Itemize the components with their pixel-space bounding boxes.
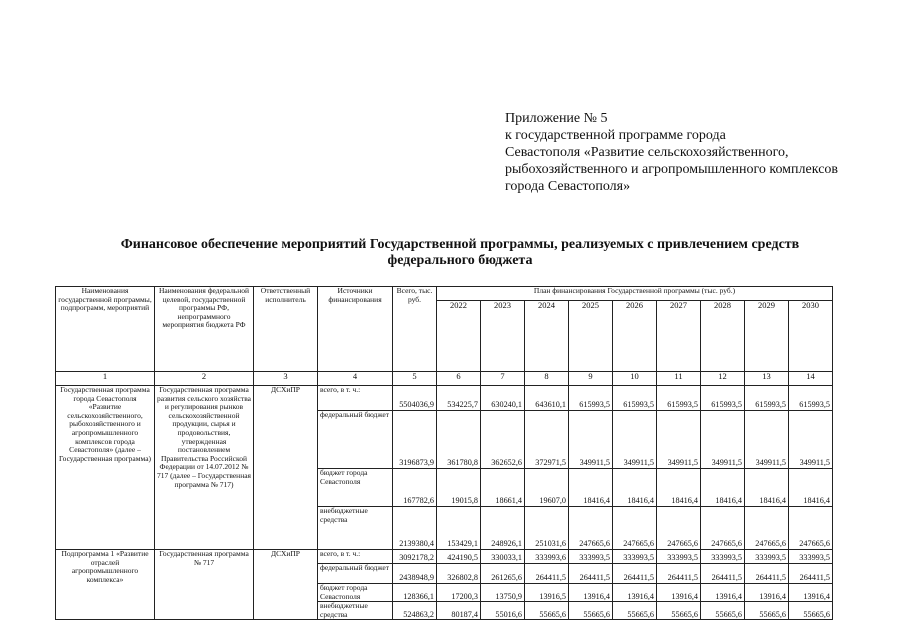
cell-year-value: 247665,6 (701, 507, 745, 550)
cell-year-value: 326802,8 (437, 564, 481, 584)
header-executor: Ответственный исполнитель (254, 287, 318, 372)
cell-year-value: 615993,5 (569, 386, 613, 411)
cell-source: бюджет города Севастополя (318, 584, 393, 602)
cell-year-value: 333993,5 (613, 550, 657, 564)
document-title (60, 237, 860, 269)
header-name: Наименования государственной программы, подпрограмм, мероприятий (56, 287, 155, 372)
cell-total: 3092178,2 (393, 550, 437, 564)
title-line-1: Финансовое обеспечение мероприятий Государственной программы, реализуемых с привлечением средств (120, 237, 800, 252)
cell-total: 2139380,4 (393, 507, 437, 550)
cell-year-value: 55665,6 (613, 602, 657, 620)
header-federal-program: Наименования федеральной целевой, государственной программы РФ, непрограммного мероприятия бюджета РФ (155, 287, 254, 372)
cell-federal-program: Государственная программа № 717 (155, 550, 254, 620)
cell-year-value: 372971,5 (525, 411, 569, 469)
column-number: 14 (789, 372, 833, 386)
cell-year-value: 251031,6 (525, 507, 569, 550)
cell-year-value: 264411,5 (613, 564, 657, 584)
cell-source: бюджет города Севастополя (318, 469, 393, 507)
column-number: 2 (155, 372, 254, 386)
column-number: 4 (318, 372, 393, 386)
cell-year-value: 13916,4 (745, 584, 789, 602)
cell-year-value: 153429,1 (437, 507, 481, 550)
cell-year-value: 13916,4 (613, 584, 657, 602)
cell-year-value: 264411,5 (569, 564, 613, 584)
cell-year-value: 247665,6 (613, 507, 657, 550)
table-row (56, 386, 833, 411)
cell-federal-program: Государственная программа развития сельского хозяйства и регулирования рынков сельскохозяйственной продукции, сырья и продовольствия, утвержденная постановлением Правительства Российской Федерации от 14.07.2012 № 717 (далее – Государственная программа № 717) (155, 386, 254, 550)
appendix-line: города Севастополя» (505, 179, 631, 194)
cell-source: внебюджетные средства (318, 602, 393, 620)
cell-year-value: 264411,5 (701, 564, 745, 584)
cell-total: 128366,1 (393, 584, 437, 602)
cell-source: внебюджетные средства (318, 507, 393, 550)
cell-year-value: 18661,4 (481, 469, 525, 507)
year-header: 2029 (745, 301, 789, 372)
financing-table (55, 286, 833, 620)
year-header: 2022 (437, 301, 481, 372)
cell-executor: ДСХиПР (254, 386, 318, 550)
appendix-line: рыбохозяйственного и агропромышленного комплексов (505, 162, 839, 177)
cell-year-value: 349911,5 (613, 411, 657, 469)
cell-year-value: 615993,5 (745, 386, 789, 411)
cell-year-value: 424190,5 (437, 550, 481, 564)
header-total: Всего, тыс. руб. (393, 287, 437, 372)
cell-name: Государственная программа города Севастополя «Развитие сельскохозяйственного, рыбохозяйственного и агропромышленного комплексов города Севастополя» (далее – Государственная программа) (56, 386, 155, 550)
cell-year-value: 55665,6 (525, 602, 569, 620)
year-header: 2026 (613, 301, 657, 372)
column-number: 10 (613, 372, 657, 386)
cell-year-value: 13916,5 (525, 584, 569, 602)
cell-year-value: 643610,1 (525, 386, 569, 411)
column-number: 6 (437, 372, 481, 386)
cell-year-value: 13916,4 (789, 584, 833, 602)
column-number: 11 (657, 372, 701, 386)
table-row (56, 550, 833, 564)
cell-executor: ДСХиПР (254, 550, 318, 620)
cell-source: всего, в т. ч.: (318, 386, 393, 411)
cell-year-value: 534225,7 (437, 386, 481, 411)
cell-source: федеральный бюджет (318, 411, 393, 469)
cell-year-value: 361780,8 (437, 411, 481, 469)
cell-source: всего, в т. ч.: (318, 550, 393, 564)
cell-year-value: 264411,5 (789, 564, 833, 584)
cell-year-value: 333993,5 (789, 550, 833, 564)
cell-year-value: 19607,0 (525, 469, 569, 507)
cell-year-value: 349911,5 (701, 411, 745, 469)
cell-year-value: 264411,5 (525, 564, 569, 584)
cell-year-value: 19015,8 (437, 469, 481, 507)
cell-year-value: 333993,5 (657, 550, 701, 564)
cell-year-value: 18416,4 (569, 469, 613, 507)
cell-year-value: 18416,4 (745, 469, 789, 507)
cell-year-value: 615993,5 (613, 386, 657, 411)
column-number: 7 (481, 372, 525, 386)
cell-year-value: 55665,6 (569, 602, 613, 620)
cell-year-value: 615993,5 (701, 386, 745, 411)
year-header: 2030 (789, 301, 833, 372)
header-sources: Источники финансирования (318, 287, 393, 372)
cell-year-value: 18416,4 (789, 469, 833, 507)
cell-year-value: 18416,4 (613, 469, 657, 507)
cell-year-value: 349911,5 (745, 411, 789, 469)
cell-year-value: 247665,6 (745, 507, 789, 550)
cell-year-value: 247665,6 (657, 507, 701, 550)
cell-year-value: 18416,4 (701, 469, 745, 507)
cell-total: 2438948,9 (393, 564, 437, 584)
cell-year-value: 18416,4 (657, 469, 701, 507)
cell-year-value: 333993,5 (701, 550, 745, 564)
appendix-line: Приложение № 5 (505, 111, 608, 126)
cell-year-value: 362652,6 (481, 411, 525, 469)
cell-name: Подпрограмма 1 «Развитие отраслей агропромышленного комплекса» (56, 550, 155, 620)
cell-year-value: 247665,6 (789, 507, 833, 550)
cell-total: 524863,2 (393, 602, 437, 620)
year-header: 2025 (569, 301, 613, 372)
cell-year-value: 55665,6 (657, 602, 701, 620)
column-number: 9 (569, 372, 613, 386)
column-number: 3 (254, 372, 318, 386)
cell-total: 3196873,9 (393, 411, 437, 469)
year-header: 2023 (481, 301, 525, 372)
cell-year-value: 55665,6 (789, 602, 833, 620)
cell-year-value: 13916,4 (569, 584, 613, 602)
year-header: 2028 (701, 301, 745, 372)
cell-year-value: 264411,5 (657, 564, 701, 584)
cell-year-value: 55016,6 (481, 602, 525, 620)
cell-year-value: 349911,5 (657, 411, 701, 469)
year-header: 2024 (525, 301, 569, 372)
year-header: 2027 (657, 301, 701, 372)
cell-year-value: 333993,5 (745, 550, 789, 564)
column-number: 1 (56, 372, 155, 386)
cell-year-value: 13750,9 (481, 584, 525, 602)
cell-year-value: 55665,6 (745, 602, 789, 620)
column-number: 8 (525, 372, 569, 386)
cell-year-value: 333993,5 (569, 550, 613, 564)
cell-year-value: 261265,6 (481, 564, 525, 584)
cell-year-value: 630240,1 (481, 386, 525, 411)
appendix-line: к государственной программе города (505, 128, 726, 143)
column-number: 5 (393, 372, 437, 386)
column-number: 12 (701, 372, 745, 386)
cell-year-value: 13916,4 (657, 584, 701, 602)
cell-year-value: 80187,4 (437, 602, 481, 620)
cell-total: 167782,6 (393, 469, 437, 507)
cell-year-value: 330033,1 (481, 550, 525, 564)
appendix-header (505, 110, 838, 195)
cell-year-value: 615993,5 (789, 386, 833, 411)
header-plan: План финансирования Государственной программы (тыс. руб.) (437, 287, 833, 301)
cell-year-value: 17200,3 (437, 584, 481, 602)
cell-source: федеральный бюджет (318, 564, 393, 584)
cell-year-value: 264411,5 (745, 564, 789, 584)
cell-total: 5504036,9 (393, 386, 437, 411)
cell-year-value: 55665,6 (701, 602, 745, 620)
cell-year-value: 248926,1 (481, 507, 525, 550)
cell-year-value: 247665,6 (569, 507, 613, 550)
cell-year-value: 13916,4 (701, 584, 745, 602)
cell-year-value: 615993,5 (657, 386, 701, 411)
cell-year-value: 333993,6 (525, 550, 569, 564)
column-number: 13 (745, 372, 789, 386)
cell-year-value: 349911,5 (569, 411, 613, 469)
title-line-2: федерального бюджета (387, 253, 533, 268)
appendix-line: Севастополя «Развитие сельскохозяйственного, (505, 145, 789, 160)
cell-year-value: 349911,5 (789, 411, 833, 469)
